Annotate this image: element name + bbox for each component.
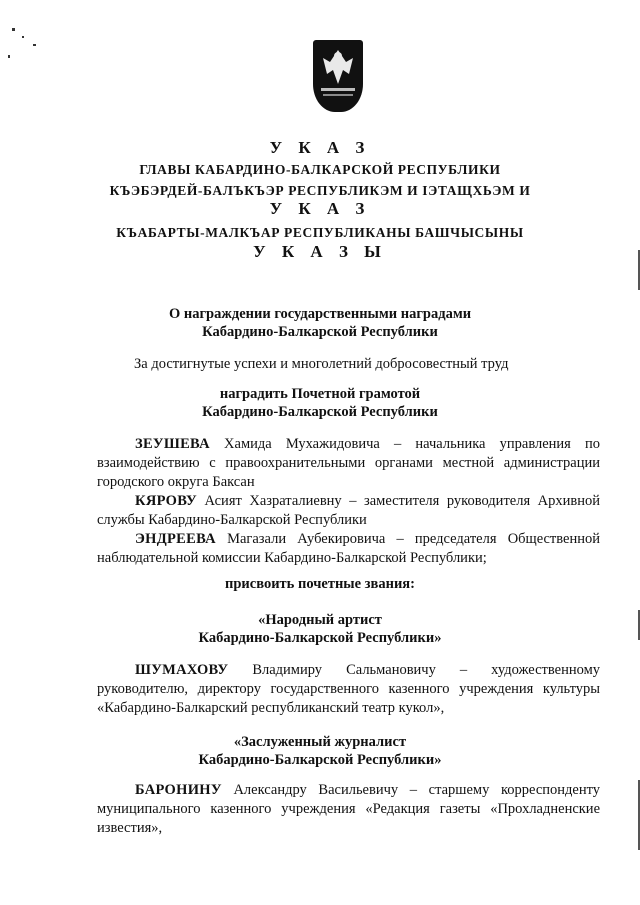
honor-title-1-line2: Кабардино-Балкарской Республики» bbox=[198, 630, 442, 646]
awardee-details: Магазали Аубекировича – председателя Общественной наблюдательной комиссии Кабардино-Балкарской Республики; bbox=[97, 531, 600, 566]
honor-title-1 bbox=[0, 611, 640, 647]
scan-speck bbox=[33, 44, 36, 46]
awardees-list bbox=[97, 435, 600, 568]
honoree-name: БАРОНИНУ bbox=[135, 782, 222, 798]
honoree-paragraph bbox=[97, 661, 600, 718]
awardee-name: КЯРОВУ bbox=[135, 493, 197, 509]
award-section-line1: наградить Почетной грамотой bbox=[219, 386, 421, 402]
awardee-paragraph bbox=[97, 492, 600, 530]
awardee-name: ЭНДРЕЕВА bbox=[135, 531, 216, 547]
coat-of-arms-emblem-icon bbox=[313, 40, 363, 112]
intro-text: За достигнутые успехи и многолетний добросовестный труд bbox=[134, 356, 509, 372]
document-title-line2: Кабардино-Балкарской Республики bbox=[202, 324, 438, 340]
issuer-krc: КЪАБАРТЫ-МАЛКЪАР РЕСПУБЛИКАНЫ БАШЧЫСЫНЫ bbox=[116, 225, 524, 240]
honor-recipient-1 bbox=[97, 661, 600, 718]
honor-title-2-line1: «Заслуженный журналист bbox=[233, 734, 407, 750]
document-title bbox=[0, 305, 640, 341]
issuer-kbd: КЪЭБЭРДЕЙ-БАЛЪКЪЭР РЕСПУБЛИКЭМ И IЭТАЩХЬЭМ И bbox=[109, 183, 531, 198]
honor-title-2-line2: Кабардино-Балкарской Республики» bbox=[198, 752, 442, 768]
honoree-details: Владимиру Сальмановичу – художественному руководителю, директору государственного казенного учреждения культуры «Кабардино-Балкарский республиканский театр кукол», bbox=[97, 662, 600, 716]
honor-recipient-2 bbox=[97, 781, 600, 838]
awardee-name: ЗЕУШЕВА bbox=[135, 436, 210, 452]
titles-section-heading: присвоить почетные звания: bbox=[225, 576, 415, 592]
decree-heading-kbd: У К А З bbox=[269, 199, 371, 218]
decree-heading-krc: У К А З Ы bbox=[253, 242, 387, 261]
honor-title-1-line1: «Народный артист bbox=[258, 612, 382, 628]
awardee-details: Асият Хазраталиевну – заместителя руководителя Архивной службы Кабардино-Балкарской Республики bbox=[97, 493, 600, 528]
document-title-line1: О награждении государственными наградами bbox=[168, 306, 472, 322]
scan-speck bbox=[22, 36, 24, 38]
scan-speck bbox=[12, 28, 15, 31]
issuer-ru: ГЛАВЫ КАБАРДИНО-БАЛКАРСКОЙ РЕСПУБЛИКИ bbox=[139, 162, 501, 177]
awardee-paragraph bbox=[97, 435, 600, 492]
honoree-name: ШУМАХОВУ bbox=[135, 662, 229, 678]
awardee-paragraph bbox=[97, 530, 600, 568]
honor-title-2 bbox=[0, 733, 640, 769]
scan-speck bbox=[8, 55, 10, 58]
award-section-line2: Кабардино-Балкарской Республики bbox=[202, 404, 438, 420]
honoree-details: Александру Васильевичу – старшему корреспонденту муниципального казенного учреждения «Редакция газеты «Прохладненские известия», bbox=[97, 782, 600, 836]
decree-heading-ru: У К А З bbox=[269, 138, 371, 157]
awardee-details: Хамида Мухажидовича – начальника управления по взаимодействию с правоохранительными органами местной администрации городского округа Баксан bbox=[97, 436, 600, 490]
award-section-heading bbox=[0, 385, 640, 421]
honoree-paragraph bbox=[97, 781, 600, 838]
